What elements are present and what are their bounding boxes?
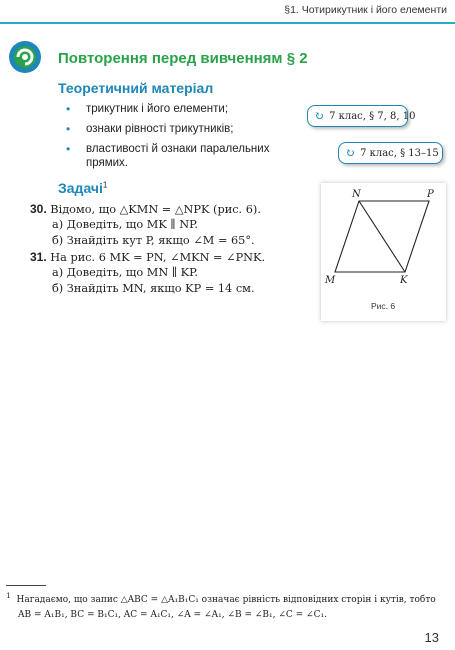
running-header: §1. Чотирикутник і його елементи — [284, 4, 447, 16]
problem-30-b: б) Знайдіть кут P, якщо ∠M = 65°. — [52, 234, 255, 247]
reference-badge — [307, 105, 416, 127]
tasks-title — [58, 180, 107, 196]
repeat-circle-icon — [8, 40, 42, 74]
parallelogram-diagram — [321, 183, 446, 321]
problem-text: Відомо, що △KMN = △NPK (рис. 6). — [50, 203, 261, 216]
footnote-mark: 1 — [6, 591, 11, 600]
problem-text: На рис. 6 MK = PN, ∠MKN = ∠PNK. — [50, 251, 266, 264]
footnote-divider — [6, 585, 46, 586]
bullet-text: прямих. — [86, 157, 128, 169]
reference-text: 7 клас, § 13–15 — [360, 147, 439, 159]
book-ref-icon: ↻ — [345, 146, 356, 160]
problem-number: 31. — [30, 250, 47, 264]
bullet-text: властивості й ознаки паралельних — [86, 143, 270, 155]
problem-31-a: а) Доведіть, що MN ∥ KP. — [52, 266, 199, 279]
book-ref-icon: ↻ — [314, 109, 325, 123]
figure-6 — [321, 183, 446, 321]
problem-31 — [30, 250, 265, 264]
footnote-mark: 1 — [102, 180, 108, 190]
label-k: K — [400, 275, 408, 286]
diagonal-nk — [359, 201, 405, 272]
footnote-line-1 — [6, 588, 446, 608]
bullet-text: ознаки рівності трикутників; — [86, 123, 234, 135]
problem-31-b: б) Знайдіть MN, якщо KP = 14 см. — [52, 282, 255, 295]
reference-text: 7 клас, § 7, 8, 10 — [329, 110, 416, 122]
tasks-title-text: Задачі — [58, 180, 103, 196]
footnote — [6, 588, 446, 623]
problem-30 — [30, 202, 261, 216]
problem-30-a: а) Доведіть, що MK ∥ NP. — [52, 218, 199, 231]
footnote-text-2: AB = A₁B₁, BC = B₁C₁, AC = A₁C₁, ∠A = ∠A₁, ∠B = ∠B₁, ∠C = ∠C₁. — [18, 610, 327, 620]
footnote-text-1: Нагадаємо, що запис △ABC = △A₁B₁C₁ означає рівність відповідних сторін і кутів, тобто — [16, 595, 436, 605]
label-m: M — [325, 275, 336, 286]
bullet-text: трикутник і його елементи; — [86, 103, 229, 115]
section-title: Повторення перед вивченням § 2 — [58, 50, 308, 67]
label-p: P — [427, 189, 434, 200]
reference-badge — [338, 142, 443, 164]
figure-caption: Рис. 6 — [371, 301, 396, 311]
theory-title: Теоретичний матеріал — [58, 80, 214, 96]
label-n: N — [352, 189, 361, 200]
problem-number: 30. — [30, 202, 47, 216]
page-number: 13 — [424, 630, 439, 645]
